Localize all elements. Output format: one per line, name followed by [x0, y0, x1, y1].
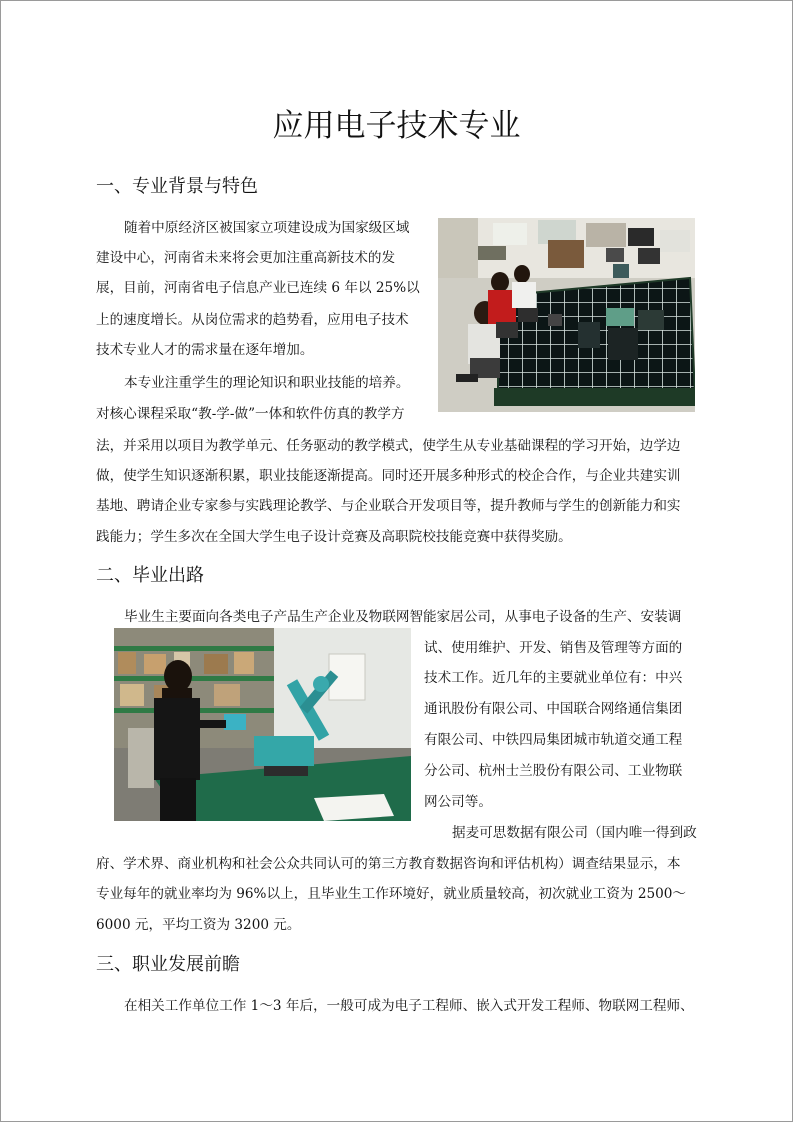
paragraph-line: 试、使用维护、开发、销售及管理等方面的 — [424, 640, 683, 656]
paragraph-line: 基地、聘请企业专家参与实践理论教学、与企业联合开发项目等，提升教师与学生的创新能力和实 — [96, 498, 681, 514]
paragraph-line: 据麦可思数据有限公司（国内唯一得到政 — [452, 825, 697, 841]
student-robotic-arm-photo — [114, 628, 411, 821]
paragraph-line: 做，使学生知识逐渐积累，职业技能逐渐提高。同时还开展多种形式的校企合作，与企业共建实训 — [96, 468, 681, 484]
paragraph-line: 上的速度增长。从岗位需求的趋势看，应用电子技术 — [96, 312, 409, 328]
paragraph-line: 分公司、杭州士兰股份有限公司、工业物联 — [424, 763, 683, 779]
paragraph-line: 随着中原经济区被国家立项建设成为国家级区域 — [124, 220, 410, 236]
paragraph-line: 专业每年的就业率均为 96%以上，且毕业生工作环境好，就业质量较高，初次就业工资为 2500～ — [96, 886, 687, 902]
paragraph-line: 在相关工作单位工作 1～3 年后，一般可成为电子工程师、嵌入式开发工程师、物联网工程师、 — [124, 998, 694, 1014]
section-heading-career: 三、职业发展前瞻 — [96, 954, 240, 975]
paragraph-line: 对核心课程采取“教-学-做”一体和软件仿真的教学方 — [96, 406, 405, 422]
paragraph-line: 法，并采用以项目为教学单元、任务驱动的教学模式，使学生从专业基础课程的学习开始，边学边 — [96, 438, 681, 454]
paragraph-line: 通讯股份有限公司、中国联合网络通信集团 — [424, 701, 683, 717]
paragraph-line: 展，目前，河南省电子信息产业已连续 6 年以 25%以 — [96, 280, 420, 296]
paragraph-line: 建设中心，河南省未来将会更加注重高新技术的发 — [96, 250, 396, 266]
paragraph-line: 有限公司、中铁四局集团城市轨道交通工程 — [424, 732, 683, 748]
paragraph-line: 6000 元，平均工资为 3200 元。 — [96, 917, 301, 933]
paragraph-line: 技术专业人才的需求量在逐年增加。 — [96, 342, 314, 358]
paragraph-line: 毕业生主要面向各类电子产品生产企业及物联网智能家居公司，从事电子设备的生产、安装调 — [124, 609, 682, 625]
paragraph-line: 网公司等。 — [424, 794, 492, 810]
section-heading-background: 一、专业背景与特色 — [96, 176, 258, 197]
students-robot-lab-photo — [438, 218, 695, 412]
paragraph-line: 技术工作。近几年的主要就业单位有：中兴 — [424, 670, 683, 686]
document-title: 应用电子技术专业 — [272, 108, 521, 144]
section-heading-employment: 二、毕业出路 — [96, 565, 204, 586]
paragraph-line: 本专业注重学生的理论知识和职业技能的培养。 — [124, 375, 410, 391]
paragraph-line: 践能力；学生多次在全国大学生电子设计竞赛及高职院校技能竞赛中获得奖励。 — [96, 529, 572, 545]
paragraph-line: 府、学术界、商业机构和社会公众共同认可的第三方教育数据咨询和评估机构）调查结果显示，本 — [96, 856, 681, 872]
